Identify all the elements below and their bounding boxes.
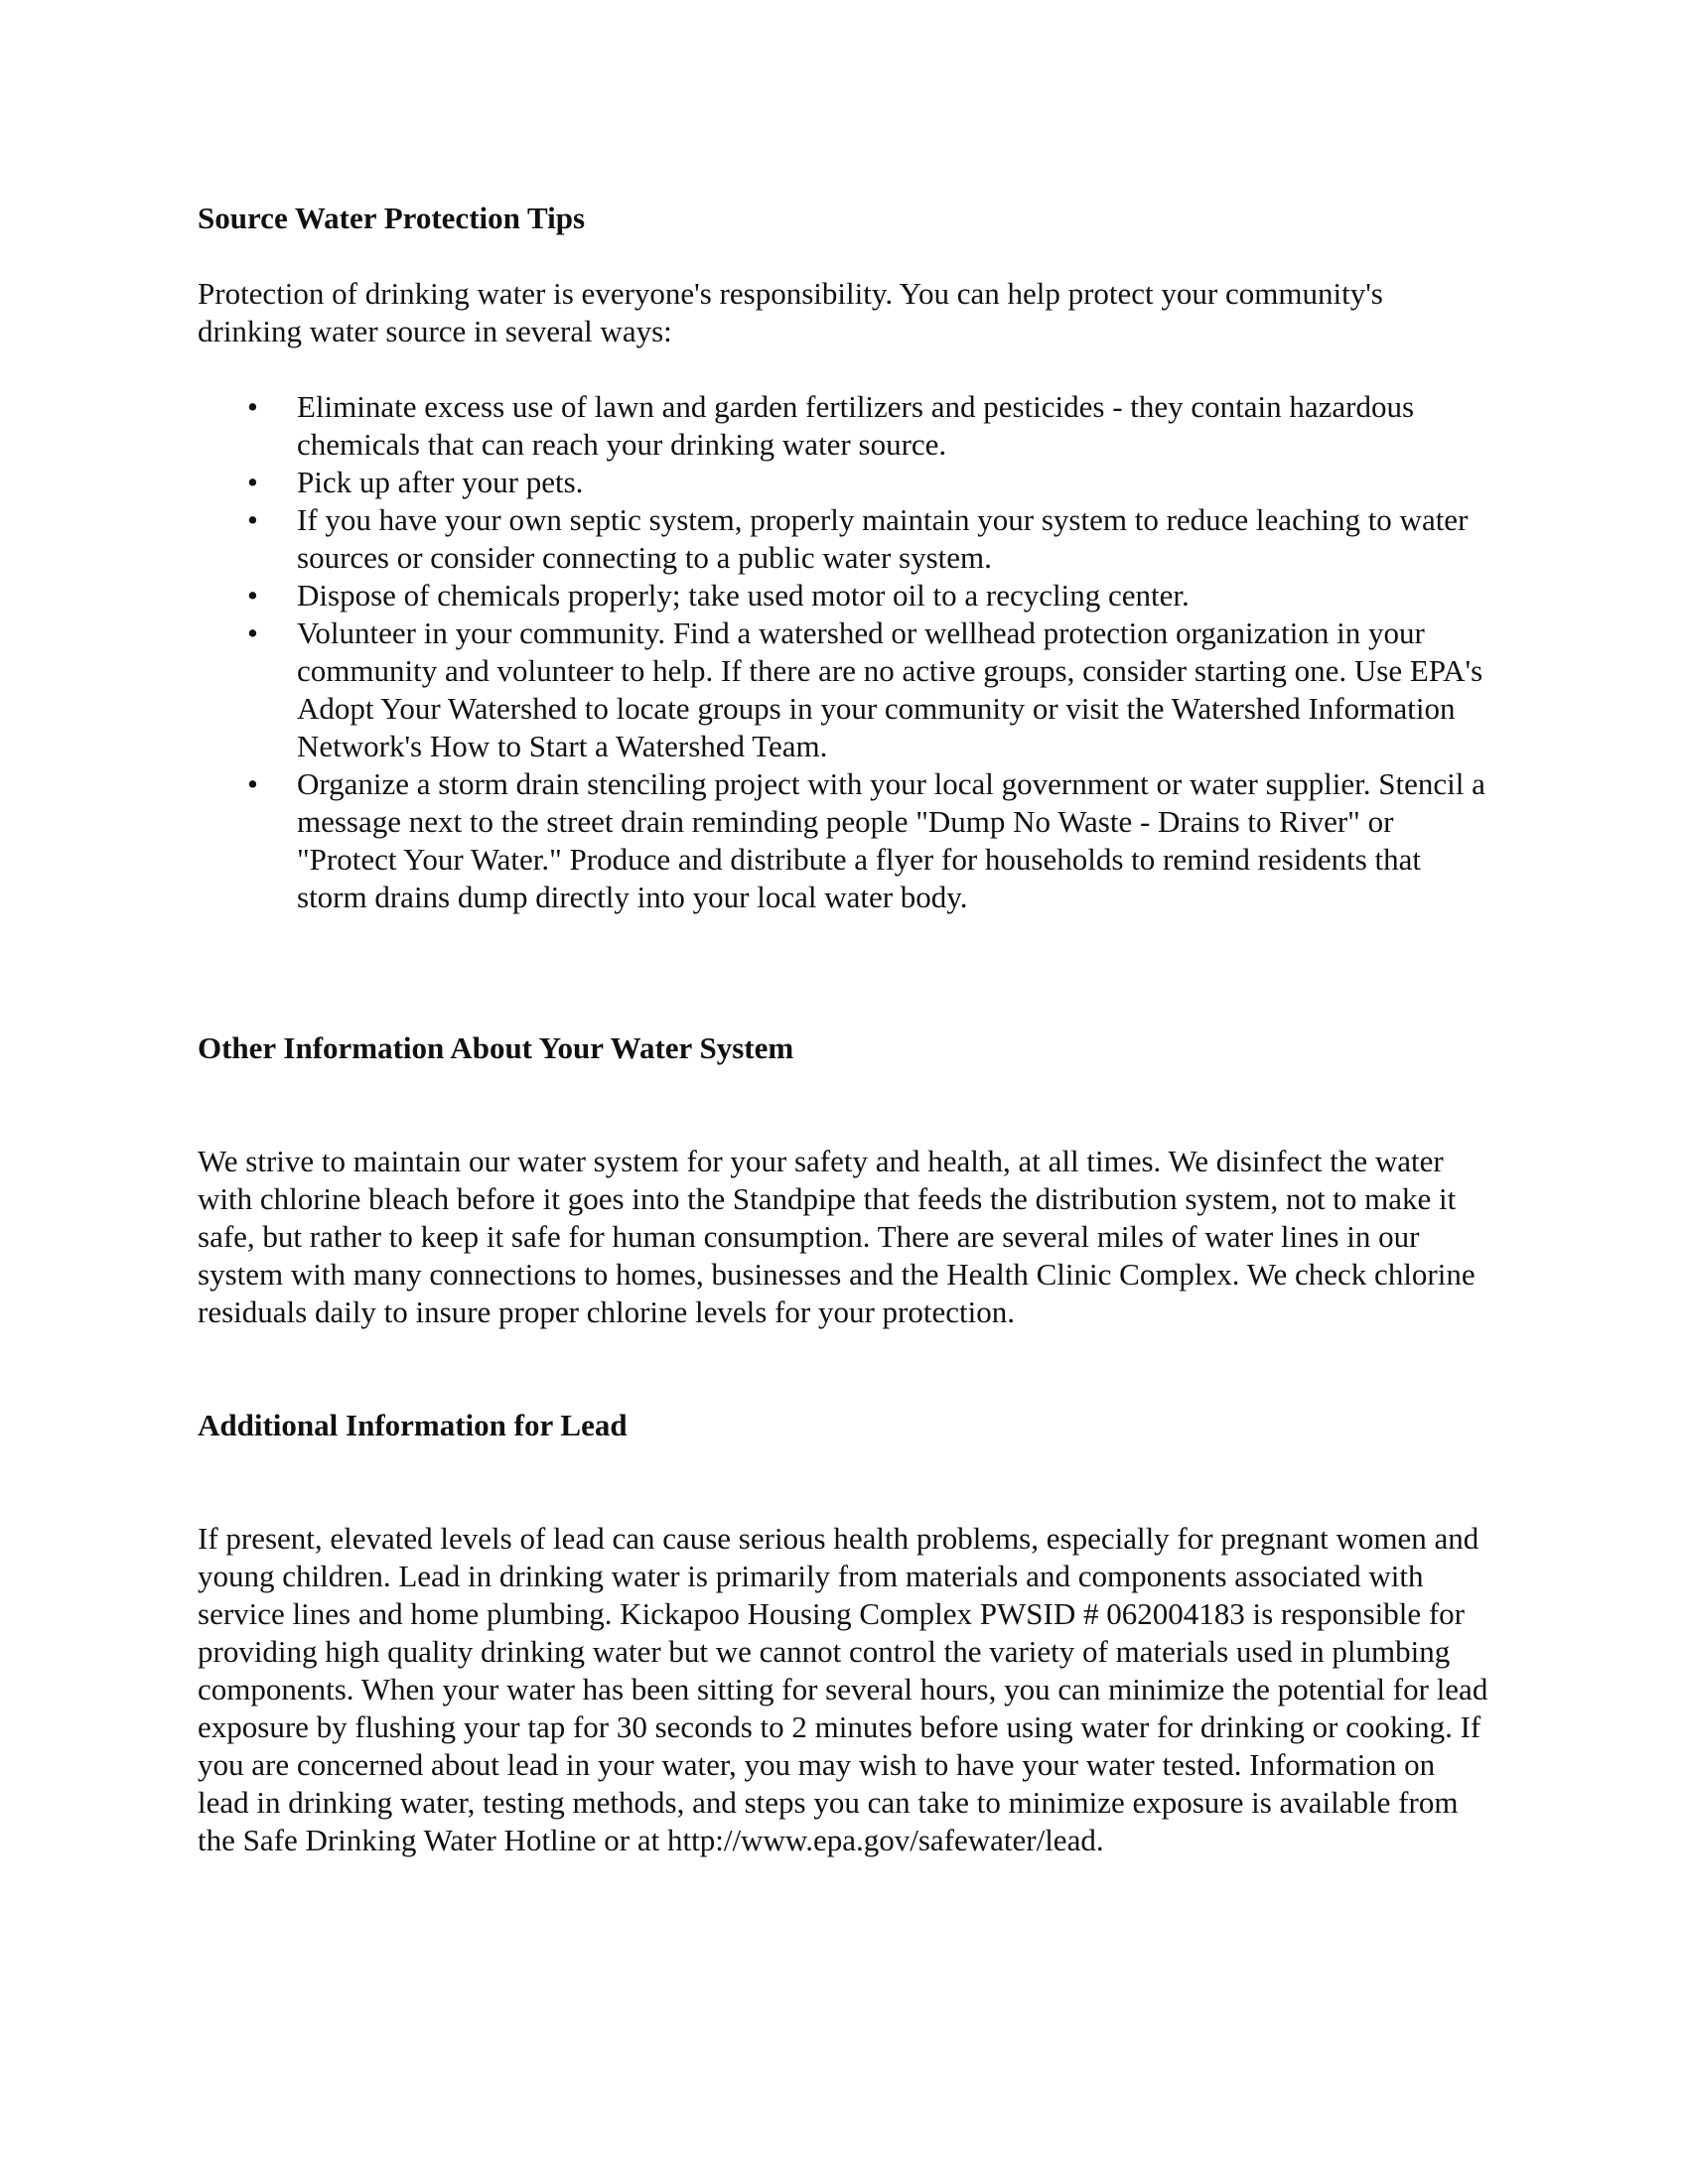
bullet-icon: • [247,615,258,650]
source-water-intro: Protection of drinking water is everyone's responsibility. You can help protect your community's drinking water source in several ways: [198,276,1383,348]
tips-list [198,388,1488,916]
list-item [247,388,1488,464]
bullet-icon: • [247,465,258,499]
list-item [247,577,1488,614]
tip-text: Eliminate excess use of lawn and garden fertilizers and pesticides - they contain hazardous chemicals that can reach your drinking water source. [297,389,1415,462]
tip-text: Pick up after your pets. [297,465,584,499]
bullet-icon: • [247,766,258,801]
tip-text: Organize a storm drain stenciling project with your local government or water supplier. Stencil a message next to the street drain reminding people "Dump No Waste - Drains to River" or "Protect Your Water." Produce and distribute a flyer for households to remind residents that storm drains dump directly into your local water body. [297,766,1485,914]
list-item [247,501,1488,577]
list-item [247,765,1488,916]
document-page [198,195,1488,1859]
lead-info-body: If present, elevated levels of lead can cause serious health problems, especially for pregnant women and young children. Lead in drinking water is primarily from materials and components associated with service lines and home plumbing. Kickapoo Housing Complex PWSID # 062004183 is responsible for providing high quality drinking water but we cannot control the variety of materials used in plumbing components. When your water has been sitting for several hours, you can minimize the potential for lead exposure by flushing your tap for 30 seconds to 2 minutes before using water for drinking or cooking. If you are concerned about lead in your water, you may wish to have your water tested. Information on lead in drinking water, testing methods, and steps you can take to minimize exposure is available from the Safe Drinking Water Hotline or at http://www.epa.gov/safewater/lead. [198,1521,1488,1857]
list-item [247,614,1488,765]
bullet-icon: • [247,389,258,424]
lead-info-title: Additional Information for Lead [198,1408,628,1442]
bullet-icon: • [247,578,258,613]
other-info-title: Other Information About Your Water System [198,1030,794,1065]
list-item [247,464,1488,501]
bullet-icon: • [247,502,258,537]
other-info-body: We strive to maintain our water system for your safety and health, at all times. We disinfect the water with chlorine bleach before it goes into the Standpipe that feeds the distribution system, not to make it safe, but rather to keep it safe for human consumption. There are several miles of water lines in our system with many connections to homes, businesses and the Health Clinic Complex. We check chlorine residuals daily to insure proper chlorine levels for your protection. [198,1144,1476,1329]
tip-text: Dispose of chemicals properly; take used motor oil to a recycling center. [297,578,1190,613]
tip-text: Volunteer in your community. Find a watershed or wellhead protection organization in your community and volunteer to help. If there are no active groups, consider starting one. Use EPA's Adopt Your Watershed to locate groups in your community or visit the Watershed Information Network's How to Start a Watershed Team. [297,615,1483,763]
source-water-title: Source Water Protection Tips [198,201,586,235]
tip-text: If you have your own septic system, properly maintain your system to reduce leaching to water sources or consider connecting to a public water system. [297,502,1469,575]
